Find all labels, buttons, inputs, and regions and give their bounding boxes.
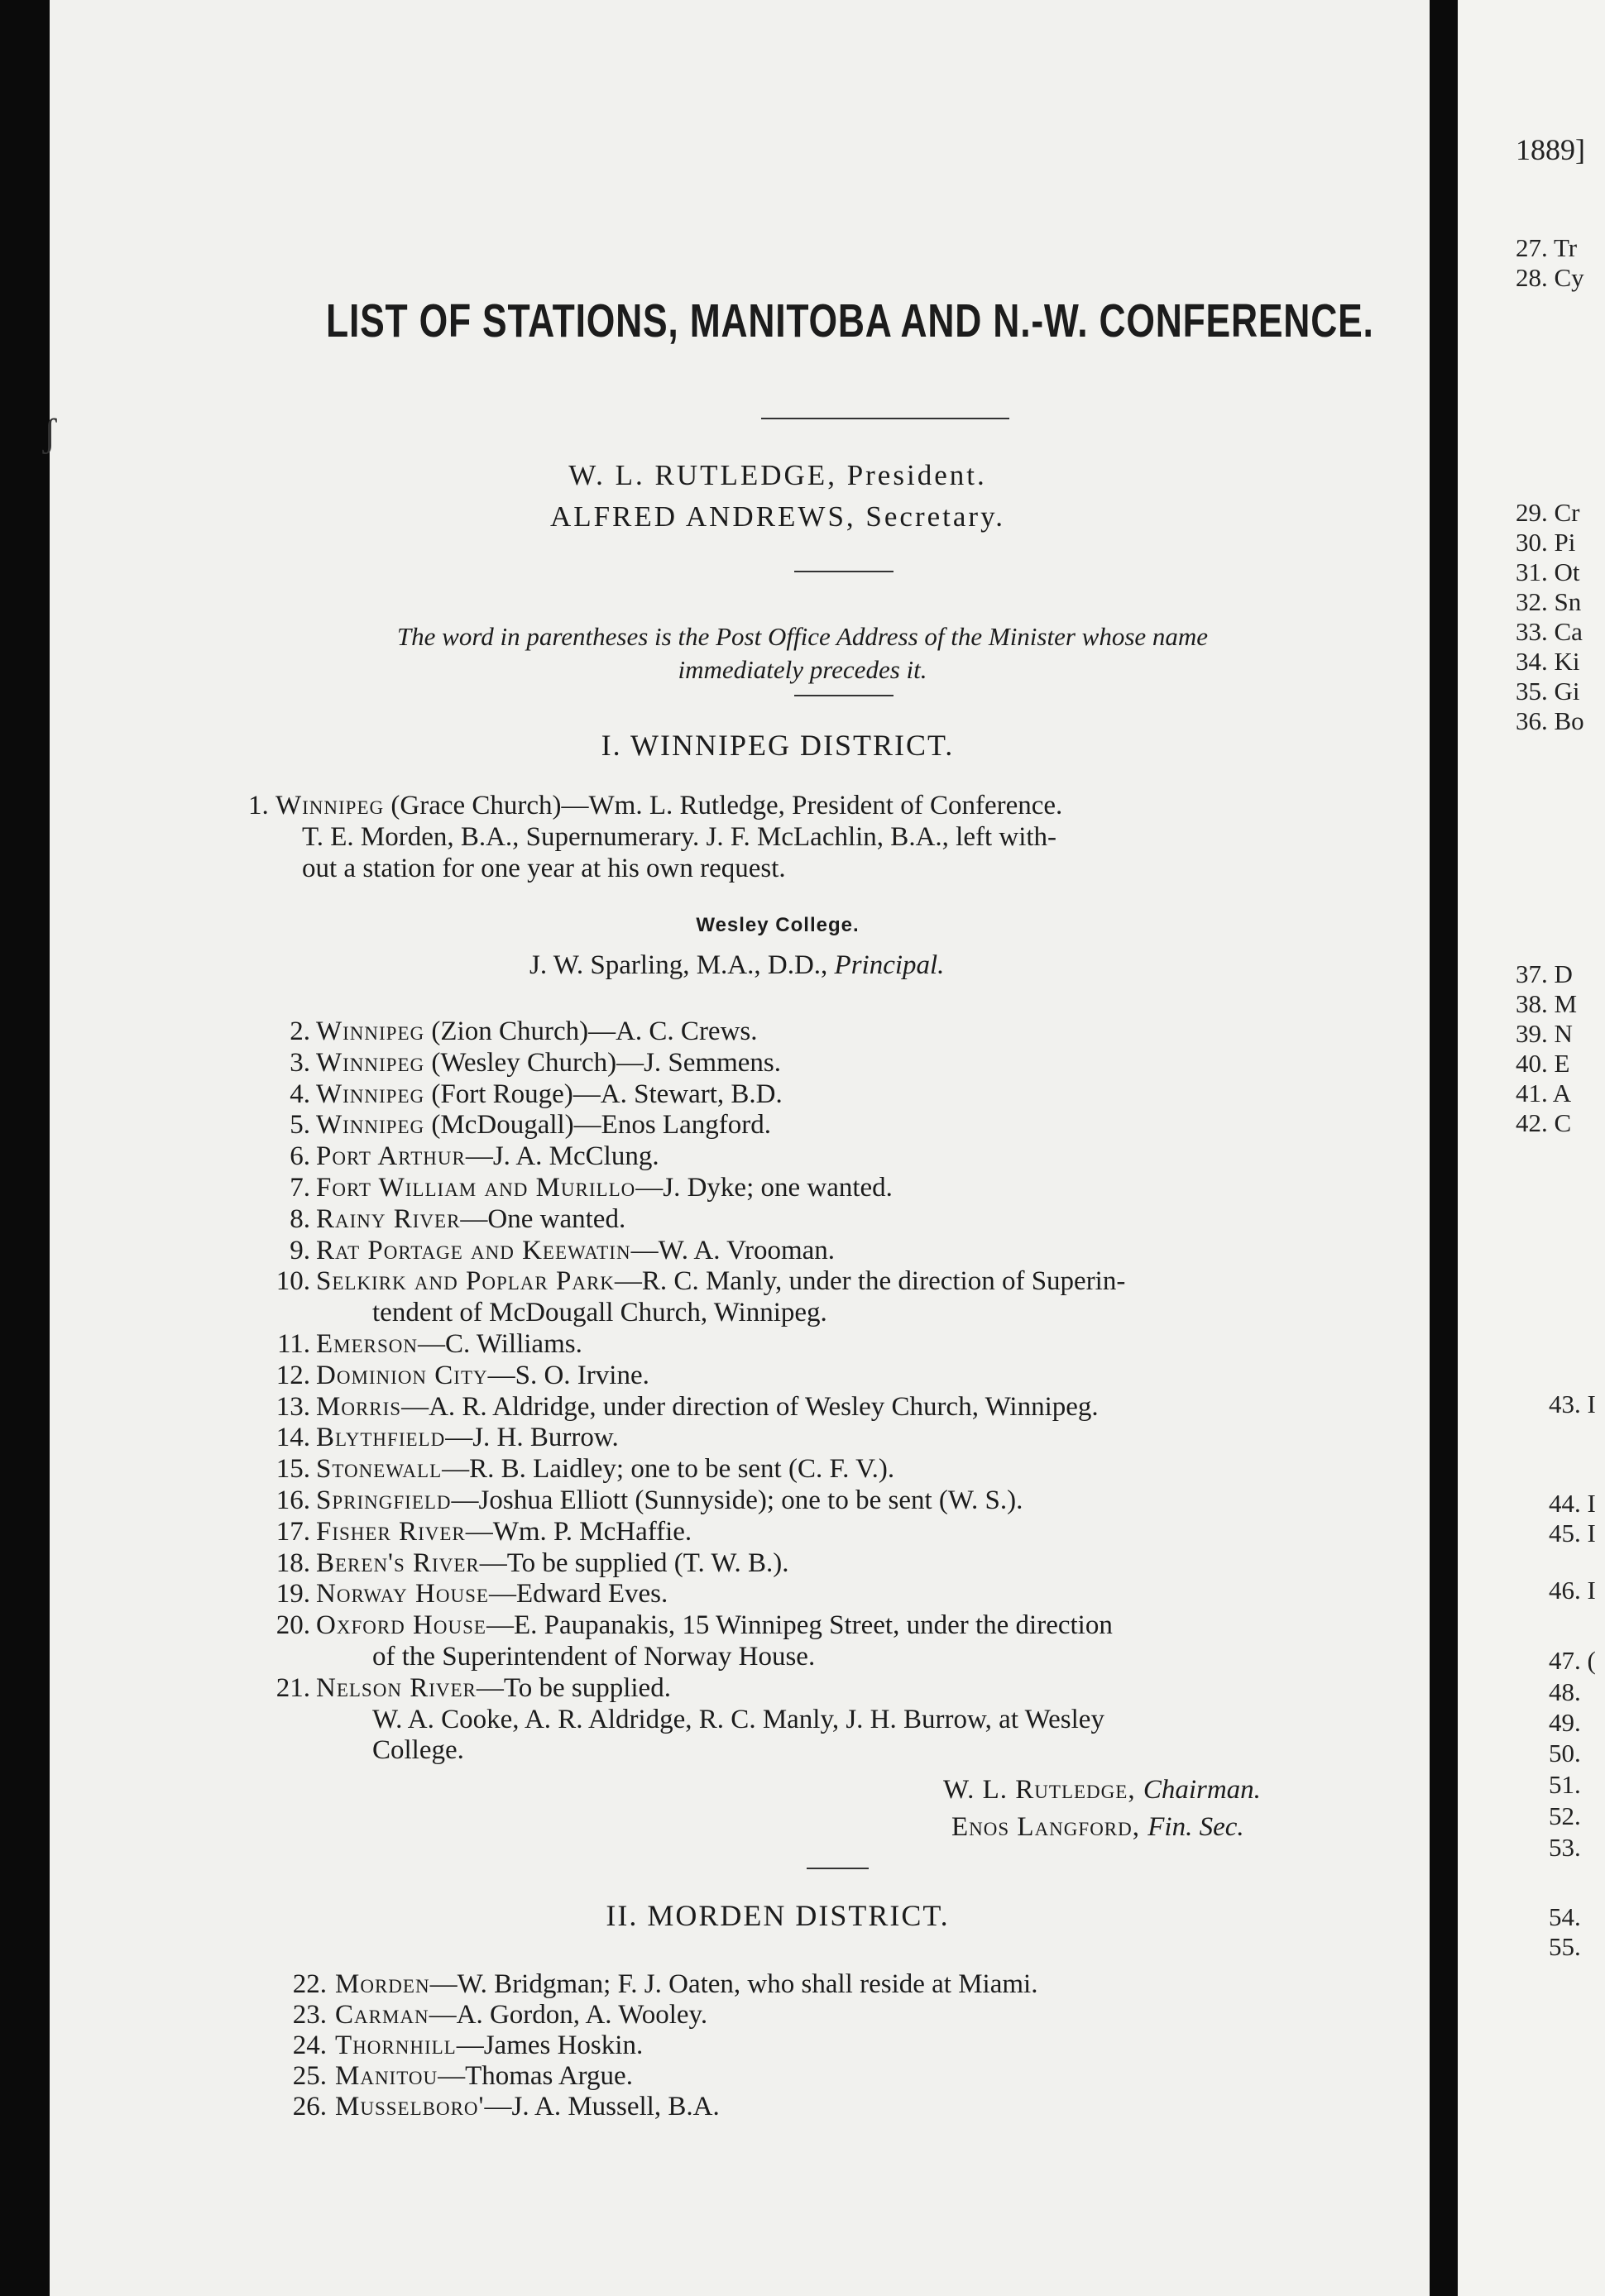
wesley-college-heading: Wesley College. <box>696 914 860 936</box>
station-body <box>316 1516 692 1547</box>
right-page-entry: 54. <box>1549 1902 1581 1931</box>
station-number: 24. <box>292 2031 327 2060</box>
station-text: —A. R. Aldridge, under direction of Wesley Church, Winnipeg. <box>401 1391 1099 1422</box>
station-body <box>316 1109 771 1141</box>
right-page-entry: 38. M <box>1516 989 1578 1018</box>
station-text: —W. A. Vrooman. <box>630 1235 836 1265</box>
right-page-entry: 53. <box>1549 1833 1581 1862</box>
station-text: —Wm. P. McHaffie. <box>465 1516 692 1547</box>
right-page-entry: 45. I <box>1549 1519 1596 1547</box>
fin-sec-line <box>951 1811 1244 1843</box>
wesley-college-principal <box>529 949 944 981</box>
station-body <box>316 1047 781 1079</box>
divider <box>794 571 894 572</box>
station-name: Fisher River <box>316 1516 466 1547</box>
divider <box>761 418 1009 419</box>
station-text: —J. A. McClung. <box>465 1141 659 1172</box>
note-line-2: immediately precedes it. <box>678 655 927 684</box>
right-page-entry: 29. Cr <box>1516 498 1580 527</box>
principal-name: J. W. Sparling, M.A., D.D., <box>529 950 835 980</box>
station-text: —Joshua Elliott (Sunnyside); one to be sent (W. S.). <box>451 1485 1023 1515</box>
station-name: Winnipeg <box>316 1016 425 1046</box>
station-body <box>316 1265 1125 1297</box>
station-number: 20. <box>275 1610 310 1641</box>
station-body <box>372 1704 1104 1735</box>
station-body <box>335 1999 707 2031</box>
station-body <box>335 2091 720 2122</box>
station-number: 2. <box>290 1016 310 1046</box>
right-page-entry: 46. I <box>1549 1576 1596 1605</box>
station-text: (Wesley Church)—J. Semmens. <box>424 1047 781 1078</box>
station-text: —C. Williams. <box>418 1329 582 1359</box>
right-page-entry: 37. D <box>1516 959 1573 988</box>
right-page-entry: 32. Sn <box>1516 587 1582 616</box>
station-number: 15. <box>275 1454 310 1485</box>
station-body <box>372 1734 464 1766</box>
chairman-role: Chairman. <box>1143 1775 1261 1805</box>
winnipeg-district-heading: I. WINNIPEG DISTRICT. <box>601 729 955 762</box>
station-text: W. A. Cooke, A. R. Aldridge, R. C. Manly, J. H. Burrow, at Wesley <box>372 1704 1104 1734</box>
principal-role: Principal. <box>834 950 945 980</box>
right-page-entry: 35. Gi <box>1516 677 1580 706</box>
station-body <box>372 1641 815 1672</box>
right-page-entry: 27. Tr <box>1516 233 1578 262</box>
station-number: 21. <box>275 1672 310 1703</box>
right-page-entry: 49. <box>1549 1708 1581 1737</box>
station-text: —James Hoskin. <box>456 2031 644 2060</box>
station-body <box>316 1203 625 1235</box>
station-text: (McDougall)—Enos Langford. <box>424 1110 771 1141</box>
station-number: 18. <box>275 1547 310 1578</box>
right-page-entry: 48. <box>1549 1677 1581 1706</box>
station-name: Springfield <box>316 1485 452 1515</box>
chairman-line <box>943 1774 1261 1806</box>
station-number: 23. <box>292 2000 327 2030</box>
station-number: 16. <box>275 1485 310 1515</box>
station-number: 22. <box>292 1969 327 1999</box>
station-name: Fort William and Murillo <box>316 1173 636 1203</box>
station-number: 11. <box>276 1329 310 1359</box>
left-page <box>43 0 1430 2296</box>
station-body <box>316 1016 758 1047</box>
station-body <box>316 1672 671 1704</box>
station-number: 12. <box>275 1360 310 1390</box>
right-page-entry: 42. C <box>1516 1108 1572 1137</box>
right-page-entry: 40. E <box>1516 1049 1570 1078</box>
station-name: Oxford House <box>316 1610 486 1641</box>
station-name: Rat Portage and Keewatin <box>316 1235 631 1265</box>
station-1-continued: T. E. Morden, B.A., Supernumerary. J. F. McLachlin, B.A., left with- <box>302 822 1057 852</box>
divider <box>807 1868 869 1869</box>
right-page-entry: 31. Ot <box>1516 557 1580 586</box>
station-name: Morris <box>316 1391 402 1422</box>
station-text: —R. C. Manly, under the direction of Superin- <box>614 1266 1126 1297</box>
right-page-entry: 34. Ki <box>1516 647 1580 676</box>
right-page-entry: 39. N <box>1516 1019 1573 1048</box>
station-body <box>335 2030 643 2061</box>
station-body <box>316 1578 668 1610</box>
station-text: (Grace Church)—Wm. L. Rutledge, President of Conference. <box>384 791 1063 820</box>
station-body <box>316 1328 582 1360</box>
year-header: 1889] <box>1516 133 1585 166</box>
right-page-entry: 33. Ca <box>1516 617 1583 646</box>
station-text: —R. B. Laidley; one to be sent (C. F. V.). <box>442 1454 895 1485</box>
station-name: Port Arthur <box>316 1141 466 1172</box>
station-number: 4. <box>290 1079 310 1109</box>
station-number: 5. <box>290 1110 310 1141</box>
station-body <box>335 1968 1037 2000</box>
station-name: Winnipeg <box>275 791 385 820</box>
station-number: 25. <box>292 2061 327 2091</box>
station-name: Emerson <box>316 1329 419 1359</box>
station-body <box>316 1391 1099 1423</box>
right-page-entry: 44. I <box>1549 1489 1596 1518</box>
station-body <box>316 1485 1023 1516</box>
station-number: 19. <box>275 1579 310 1610</box>
right-page-entry: 28. Cy <box>1516 263 1584 292</box>
right-page-entry: 43. I <box>1549 1390 1596 1418</box>
station-body <box>372 1297 827 1328</box>
right-page-entry: 36. Bo <box>1516 706 1584 735</box>
station-name: Winnipeg <box>316 1047 425 1078</box>
station-text: —A. Gordon, A. Wooley. <box>429 2000 708 2030</box>
station-name: Dominion City <box>316 1360 488 1390</box>
station-name: Nelson River <box>316 1672 477 1703</box>
station-name: Beren's River <box>316 1547 480 1578</box>
right-page-entry: 55. <box>1549 1932 1581 1961</box>
station-name: Winnipeg <box>316 1110 425 1141</box>
right-page-entry: 51. <box>1549 1770 1581 1799</box>
station-text: —To be supplied. <box>476 1672 671 1703</box>
station-number: 17. <box>275 1516 310 1547</box>
divider <box>794 695 894 696</box>
station-number: 7. <box>290 1173 310 1203</box>
station-name: Stonewall <box>316 1454 443 1485</box>
station-text: College. <box>372 1735 464 1766</box>
station-body <box>316 1172 893 1203</box>
station-name: Winnipeg <box>316 1079 425 1109</box>
note-line-1: The word in parentheses is the Post Office Address of the Minister whose name <box>396 622 1209 651</box>
station-text: —J. H. Burrow. <box>445 1423 619 1453</box>
president-line <box>199 459 1357 492</box>
station-body <box>316 1453 894 1485</box>
station-text: tendent of McDougall Church, Winnipeg. <box>372 1298 827 1328</box>
station-name: Carman <box>335 2000 429 2030</box>
station-name: Norway House <box>316 1579 489 1610</box>
morden-district-heading: II. MORDEN DISTRICT. <box>606 1899 950 1932</box>
right-page-entry: 41. A <box>1516 1079 1572 1107</box>
station-text: —Thomas Argue. <box>438 2061 633 2091</box>
station-body <box>316 1422 619 1453</box>
station-1-continued: out a station for one year at his own request. <box>302 854 786 883</box>
station-body <box>316 1360 649 1391</box>
station-number: 1. <box>248 791 269 820</box>
fin-sec-role: Fin. Sec. <box>1147 1812 1244 1842</box>
station-text: —J. Dyke; one wanted. <box>635 1173 893 1203</box>
station-body <box>316 1079 783 1110</box>
station-name: Morden <box>335 1969 430 1999</box>
station-text: —J. A. Mussell, B.A. <box>484 2092 720 2121</box>
right-page-entry: 30. Pi <box>1516 528 1576 557</box>
station-text: —E. Paupanakis, 15 Winnipeg Street, under the direction <box>486 1610 1113 1641</box>
station-number: 8. <box>290 1203 310 1234</box>
page-title: LIST OF STATIONS, MANITOBA AND N.-W. CONFERENCE. <box>326 294 1374 347</box>
right-page-entry: 47. ( <box>1549 1646 1596 1675</box>
station-name: Selkirk and Poplar Park <box>316 1266 615 1297</box>
president-text: W. L. RUTLEDGE, President. <box>568 459 987 491</box>
station-number: 13. <box>275 1391 310 1422</box>
station-name: Manitou <box>335 2061 438 2091</box>
station-number: 3. <box>290 1047 310 1078</box>
address-note <box>248 620 1357 686</box>
right-page-entry: 50. <box>1549 1739 1581 1767</box>
station-name: Blythfield <box>316 1423 446 1453</box>
secretary-line <box>199 500 1357 533</box>
station-text: —Edward Eves. <box>488 1579 668 1610</box>
station-text: —One wanted. <box>460 1203 626 1234</box>
station-name: Musselboro' <box>335 2092 485 2121</box>
station-text: —W. Bridgman; F. J. Oaten, who shall reside at Miami. <box>429 1969 1038 1999</box>
station-name: Thornhill <box>335 2031 457 2060</box>
station-body <box>316 1547 789 1579</box>
station-text: —To be supplied (T. W. B.). <box>479 1547 789 1578</box>
station-number: 6. <box>290 1141 310 1172</box>
station-number: 14. <box>275 1423 310 1453</box>
station-name: Rainy River <box>316 1203 461 1234</box>
station-body <box>316 1235 835 1266</box>
right-page-entry: 52. <box>1549 1801 1581 1830</box>
station-body <box>316 1610 1113 1641</box>
chairman-name: W. L. Rutledge, <box>943 1775 1143 1805</box>
right-page-edge <box>1458 0 1605 2296</box>
station-1 <box>248 790 1062 821</box>
station-body <box>316 1141 659 1172</box>
station-text: —S. O. Irvine. <box>487 1360 649 1390</box>
secretary-text: ALFRED ANDREWS, Secretary. <box>549 500 1006 533</box>
margin-mark: ʃ <box>43 411 56 455</box>
station-text: (Zion Church)—A. C. Crews. <box>424 1016 758 1046</box>
station-number: 9. <box>290 1235 310 1265</box>
fin-sec-name: Enos Langford, <box>951 1812 1148 1842</box>
station-body <box>335 2060 633 2092</box>
station-number: 10. <box>275 1266 310 1297</box>
station-text: of the Superintendent of Norway House. <box>372 1642 816 1672</box>
station-number: 26. <box>292 2092 327 2121</box>
station-text: (Fort Rouge)—A. Stewart, B.D. <box>424 1079 783 1109</box>
